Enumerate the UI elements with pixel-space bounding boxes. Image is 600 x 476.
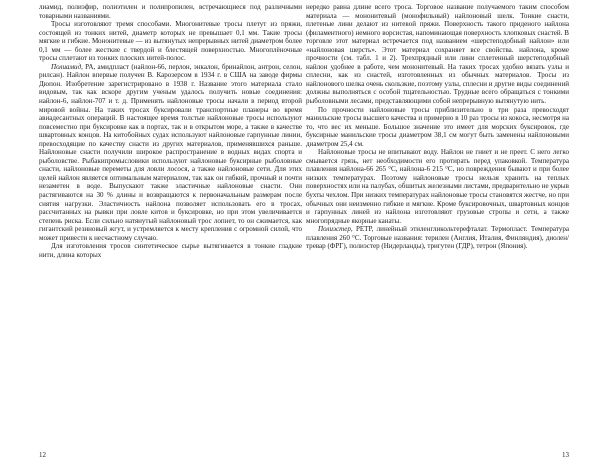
paragraph [39, 20, 302, 63]
paragraph-text: , PETP, линейный этиленгликольтерефталат. Термопласт. Температура плавления 260 °С. Торговые названия: терилен (Англия, Италия, Финляндия), диолен/тревар (ФРГ), полиэстер (Нидерланды), тригутен (ГДР), тетрон (Япония). [306, 225, 569, 251]
paragraph-text: Тросы изготовляют тремя способами. Многонитевые тросы плетут из пряжи, состоящей из тонких нитей, диаметр которых не превышает 0,1 мм. Такие тросы мягкие и гибкие. Мононитевые — из вытянутых непрерывных нитей диаметром более 0,1 мм — более жесткие с твердой и блестящей поверхностью. Многоплёночные тросы сплетают из тонких плоских нитей-полос. [39, 20, 302, 63]
right-page-text-column [306, 3, 569, 251]
paragraph-text: По прочности найлоновые тросы приблизительно в три раза превосходят манильские тросы высшего качества и примерно в 10 раз тросы из кокоса, несмотря на то, что вес их меньше. Большое значение это имеет для морских буксировок, где буксирные манильские тросы диаметром 38,1 см могут быть заменены найлоновыми диаметром 25,4 см. [306, 105, 569, 148]
paragraph [39, 242, 302, 259]
paragraph-text: лиамид, полиэфир, полиэтилен и полипропилен, встречающиеся под различными товарными названиями. [39, 3, 302, 20]
right-page-number: 13 [562, 451, 569, 459]
term-italic: Полиамид [51, 62, 82, 71]
paragraph [39, 63, 302, 242]
term-italic: Полиэстер [318, 225, 351, 234]
paragraph [306, 148, 569, 225]
left-page-number: 12 [39, 451, 46, 459]
paragraph [306, 3, 569, 106]
paragraph [306, 225, 569, 251]
paragraph-text: Найлоновые тросы не впитывают воду. Найлон не гниет и не преет. С него легко смывается грязь, нет необходимости его протирать перед упаковкой. Температура плавления найлона-66 265 °С, найлона-6 215 °С, но повреждения бывают и при более низких температурах. Поэтому найлоновые тросы нельзя хранить на теплых поверхностях или на палубах, обшитых железными листами, предварительно не укрыв бухты чехлом. При низких температурах найлоновые тросы становятся жестче, но при обычных они неизменно гибкие и мягкие. Кроме буксировочных, швартовных концов и гарпунных линей из найлона изготовляют грузовые стропы и сети, а также многопрядные якорные канаты. [306, 148, 569, 225]
paragraph [39, 3, 302, 20]
left-page-text-column [39, 3, 302, 259]
paragraph-text: , PA, амидпласт (найлон-66, перлон, энкалон, бринайлон, антрон, селон, рилсан). Найлон впервые получен В. Карозерсом в 1934 г. в США на заводе фирмы Дюпон. Изобретение зарегистрировано в 1938 г. Название этого материала стало видовым, так как вскоре другим ученым удалось получить новые соединения: найлон-6, найлон-707 и т. д. Применять найлоновые тросы начали в период второй мировой войны. На таких тросах буксировали транспортные планеры во время авиадесантных операций. В настоящее время толстые найлоновые тросы используют повсеместно при буксировке как в портах, так и в открытом море, а также в качестве швартовных концов. На китобойных судах используют найлоновые гарпунные линии, превосходящие по качеству снасти из других материалов, применявшихся раньше. Найлоновые снасти получили широкое распространение в водных видах спорта и рыболовстве. Рыбакипромысловики используют найлоновые буксирные рыболовные снасти, найлоновые переметы для ловли лосося, а также найлоновые сети. Для этих целей найлон является оптимальным материалом, так как он гибкий, прочный и почти незаметен в воде. Выпускают также эластичные найлоновые снасти. Они растягиваются на 30 % длины и возвращаются к первоначальным размерам после снятия нагрузки. Эластичность найлона позволяет использовать его в тросах, рассчитанных на рывки при ловле китов и буксировке, но при этом увеличивается степень риска. Если сильно натянутый найлоновый трос лопнет, то он сжимается, как гигантский резиновый жгут, и устремляется к месту крепления с огромной силой, что может привести к несчастному случаю. [39, 62, 302, 242]
paragraph-text: Для изготовления тросов синтетическое сырье вытягивается в тонкие гладкие нити, длина которых [39, 242, 302, 259]
paragraph [306, 106, 569, 149]
paragraph-text: нередко равна длине всего троса. Торговое название получаемого таким способом материала — мононитевый (монофильный) найлоновый шелк. Тонкие снасти, плетеные лини делают из нитевой пряжи. Поверхность такого приденого найлона (филаментного) немного ворсистая, напоминающая поверхность хлопковых снастей. В торговле этот материал встречается под названием «шерстеподобный найлон» или «найлоновая шерсть». Этот материал сохраняет все свойства. найлона, кроме прочности (см. табл. 1 и 2). Трехпрядный или лини сплетенный шерстеподобный найлон удобнее в работе, чем мононитевый. На таких тросах удобно вязать узлы и сплесни, как из снастей, изготовленных из обычных материалов. Тросы из найлонового шелка очень скользкие, поэтому узлы, сплесни и другие виды соединений должны выполняться с особой тщательностью. Трудные всего обращаться с тонкими рыболовными лесами, представляющими собой непрерывную вытянутую нить. [306, 3, 569, 106]
